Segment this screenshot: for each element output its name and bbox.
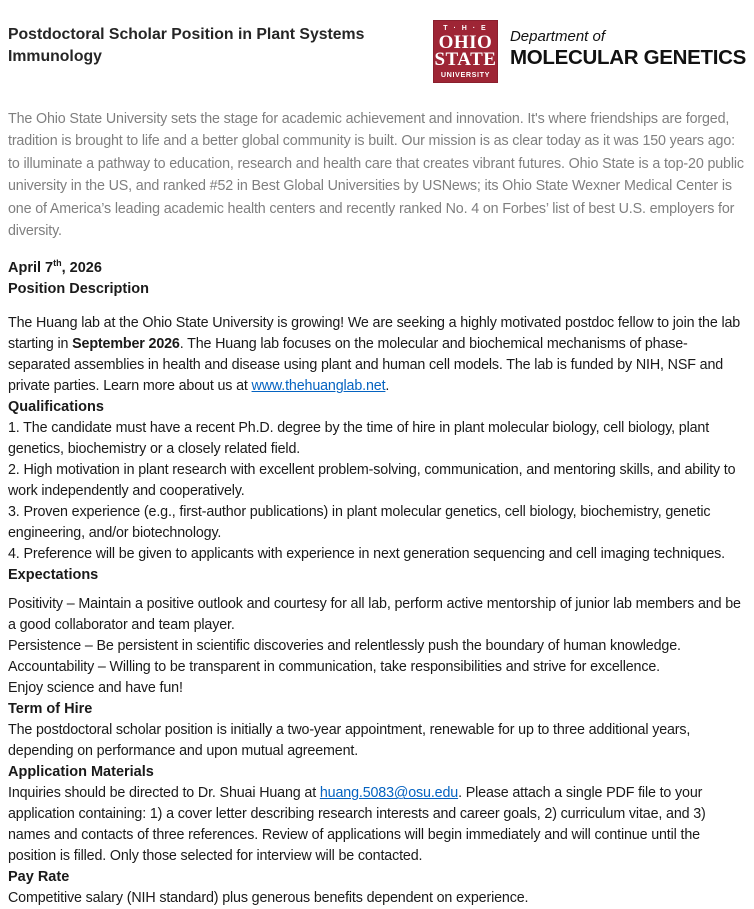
osu-logo-ohio: OHIO [438,31,493,53]
department-of-label: Department of [509,28,605,45]
position-description-paragraph [8,313,746,397]
position-description-part3: . [385,378,390,395]
university-brand [433,20,746,83]
expectation-enjoy: Enjoy science and have fun! [8,680,183,697]
section-term-of-hire [8,699,746,762]
qualifications-heading: Qualifications [8,399,104,416]
document-title: Postdoctoral Scholar Position in Plant Systems Immunology [8,26,365,65]
expectation-persistence: Persistence – Be persistent in scientific discoveries and relentlessly push the boundary of human knowledge. [8,638,681,655]
term-of-hire-paragraph: The postdoctoral scholar position is initially a two-year appointment, renewable for up to three additional years, depending on performance and upon mutual agreement. [8,722,691,760]
application-materials-part2: . Please attach a single PDF file to your application containing: 1) a cover letter describing research interests and career goals, 2) curriculum vitae, and 3) names and contacts of three references. Review of applications will begin immediately and will continue until the position is filled. Only those selected for interview will be contacted. [8,785,706,865]
qualification-item-2: 2. High motivation in plant research with excellent problem-solving, communication, and mentoring skills, and ability to work independently and cooperatively. [8,462,736,500]
section-position-description [8,279,746,397]
osu-logo-the: T · H · E [443,24,488,32]
posting-date-year: , 2026 [61,260,102,277]
pay-rate-paragraph: Competitive salary (NIH standard) plus generous benefits dependent on experience. [8,890,529,907]
position-description-part1: The Huang lab at the Ohio State University is growing! We are seeking a highly motivated postdoc fellow to join the lab starting in [8,315,741,353]
qualification-item-3: 3. Proven experience (e.g., first-author publications) in plant molecular genetics, cell biology, biochemistry, genetic engineering, and/or biotechnology. [8,504,711,542]
application-materials-paragraph [8,783,746,867]
start-date-bold: September 2026 [72,336,180,353]
section-qualifications [8,397,746,565]
application-materials-part1: Inquiries should be directed to Dr. Shuai Huang at [8,785,320,802]
pay-rate-heading: Pay Rate [8,869,70,886]
contact-email-link[interactable]: huang.5083@osu.edu [319,785,459,802]
expectation-accountability: Accountability – Willing to be transparent in communication, take responsibilities and strive for excellence. [8,659,660,676]
lab-website-link[interactable]: www.thehuanglab.net [251,378,386,395]
application-materials-heading: Application Materials [8,764,154,781]
section-application-materials [8,762,746,867]
posting-date-ordinal: th [53,258,62,269]
qualification-item-4: 4. Preference will be given to applicants with experience in next generation sequencing and cell imaging techniques. [8,546,725,563]
osu-logo-state: STATE [434,48,497,70]
expectations-heading: Expectations [8,567,99,584]
osu-logo [433,20,498,83]
document-header [8,18,746,83]
posting-date [8,253,746,279]
position-description-part2: . The Huang lab focuses on the molecular and biochemical mechanisms of phase-separated assemblies in health and disease using plant and human cell models. The lab is funded by NIH, NSF and private parties. Learn more about us at [8,336,724,395]
department-title: MOLECULAR GENETICS [509,46,746,69]
osu-logo-university: UNIVERSITY [440,69,491,79]
position-description-heading: Position Description [8,281,149,298]
section-pay-rate [8,867,746,909]
department-name [510,27,746,83]
section-expectations [8,565,746,699]
posting-date-main: April 7 [8,260,54,277]
expectation-positivity: Positivity – Maintain a positive outlook and courtesy for all lab, perform active mentorship of junior lab members and be a good collaborator and team player. [8,596,741,634]
university-intro-paragraph: The Ohio State University sets the stage for academic achievement and innovation. It's where friendships are forged, tradition is brought to life and a better global community is built. Our mission is as clear today as it was 150 years ago: to illuminate a pathway to education, research and health care that creates vibrant futures. Ohio State is a top-20 public university in the US, and ranked #52 in Best Global Universities by USNews; its Ohio State Wexner Medical Center is one of America’s leading academic health centers and recently ranked No. 4 on Forbes’ list of best U.S. employers for diversity. [8,111,744,240]
term-of-hire-heading: Term of Hire [8,701,93,718]
qualification-item-1: 1. The candidate must have a recent Ph.D. degree by the time of hire in plant molecular biology, cell biology, plant genetics, biochemistry or a closely related field. [8,420,710,458]
